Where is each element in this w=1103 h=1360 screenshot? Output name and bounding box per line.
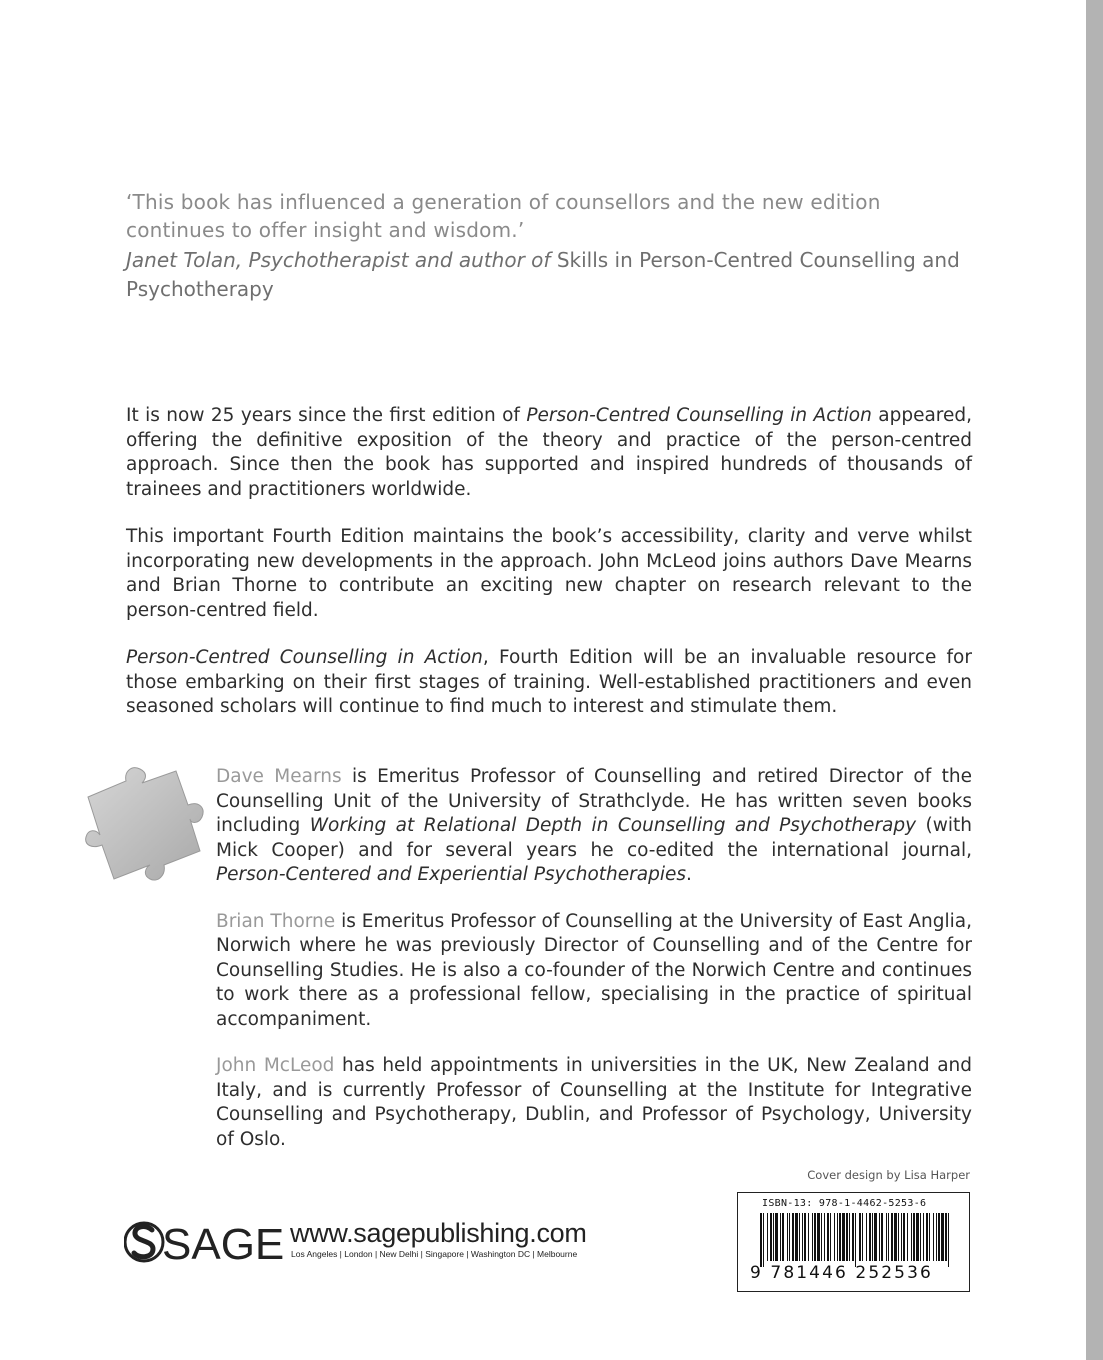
bio-john-mcleod: John McLeod has held appointments in universities in the UK, New Zealand and Italy, and is currently Professor of Counselling at the Institute for Integrative Counselling and Psychotherapy, Dublin, and Professor of Psychology, University of Oslo. — [216, 1055, 972, 1150]
barcode-bar — [767, 1213, 768, 1261]
barcode-bars — [760, 1213, 950, 1267]
barcode-bar — [773, 1213, 774, 1261]
barcode-bar — [901, 1213, 902, 1261]
barcode-bar — [842, 1213, 845, 1261]
barcode-bar — [824, 1213, 825, 1261]
barcode-bar — [907, 1213, 908, 1261]
barcode-bar — [812, 1213, 813, 1261]
barcode-bar — [846, 1213, 848, 1261]
barcode-bar — [855, 1213, 856, 1267]
barcode-bar — [874, 1213, 877, 1261]
author-name: Brian Thorne — [216, 910, 336, 932]
barcode-bar — [872, 1213, 873, 1261]
barcode-bar — [780, 1213, 781, 1261]
barcode-bar — [834, 1213, 835, 1261]
bio-dave-mearns: Dave Mearns is Emeritus Professor of Counselling and retired Director of the Counselling Unit of the University of Strathclyde. He has written seven books including Working at Relational Depth in Counselling and Psychotherapy (with Mick Cooper) and for several years he co-edited the international journal, Person-Centered and Experiential Psychotherapies. — [216, 766, 972, 885]
barcode-bar — [770, 1213, 772, 1261]
barcode-bar — [782, 1213, 784, 1261]
barcode-bar — [852, 1213, 854, 1261]
quote-text: ‘This book has influenced a generation of counsellors and the new edition continues to offer insight and wisdom.’ — [126, 190, 881, 242]
barcode-bar — [891, 1213, 893, 1261]
barcode-bar — [894, 1213, 897, 1261]
barcode-bar — [941, 1213, 944, 1261]
barcode-bar — [814, 1213, 816, 1261]
barcode-bar — [933, 1213, 934, 1261]
barcode-bar — [923, 1213, 924, 1261]
barcode-bar — [911, 1213, 912, 1261]
barcode-bar — [879, 1213, 880, 1261]
barcode-bar — [881, 1213, 883, 1261]
isbn-barcode — [737, 1192, 970, 1292]
barcode-bar — [916, 1213, 919, 1261]
description-paragraph-2: This important Fourth Edition maintains the book’s accessibility, clarity and verve whilst incorporating new developments in the approach. John McLeod joins authors Dave Mearns and Brian Thorne to contribute an exciting new chapter on research relevant to the person-centred field. — [126, 526, 972, 621]
barcode-bar — [763, 1213, 764, 1267]
publisher-url[interactable]: www.sagepublishing.com — [290, 1218, 587, 1248]
barcode-bar — [827, 1213, 829, 1261]
barcode-bar — [926, 1213, 928, 1261]
barcode-bar — [888, 1213, 889, 1261]
barcode-bar — [936, 1213, 937, 1261]
barcode-bar — [787, 1213, 788, 1261]
barcode-bar — [804, 1213, 806, 1261]
barcode-bar — [948, 1213, 949, 1267]
barcode-bar — [760, 1213, 762, 1267]
barcode-bar — [913, 1213, 915, 1261]
barcode-number: 9 781446 252536 — [750, 1263, 933, 1283]
puzzle-piece-icon — [66, 765, 206, 885]
barcode-bar — [862, 1213, 863, 1261]
barcode-bar — [795, 1213, 798, 1261]
quote-attribution — [126, 246, 976, 304]
isbn-label: ISBN-13: 978-1-4462-5253-6 — [762, 1198, 927, 1209]
cover-design-credit: Cover design by Lisa Harper — [807, 1168, 970, 1182]
barcode-bar — [945, 1213, 947, 1261]
barcode-bar — [839, 1213, 841, 1261]
barcode-bar — [792, 1213, 794, 1261]
barcode-bar — [898, 1213, 899, 1261]
barcode-bar — [830, 1213, 831, 1261]
barcode-bar — [837, 1213, 838, 1261]
barcode-bar — [808, 1213, 809, 1261]
book-title-italic: Person-Centred Counselling in Action — [126, 647, 483, 668]
barcode-bar — [849, 1213, 850, 1261]
barcode-bar — [817, 1213, 820, 1261]
quote-attribution-name: Janet Tolan, Psychotherapist and author of — [126, 248, 557, 272]
endorsement-quote — [126, 188, 976, 304]
description-paragraph-3: Person-Centred Counselling in Action, Fourth Edition will be an invaluable resource for those embarking on their first stages of training. Well-established practitioners and even seasoned scholars will continue to find much to interest and stimulate them. — [126, 647, 972, 717]
page-edge-strip — [1086, 0, 1103, 1360]
barcode-bar — [866, 1213, 867, 1261]
sage-logo-text: SAGE — [162, 1220, 285, 1269]
barcode-bar — [802, 1213, 803, 1261]
publisher-cities: Los Angeles | London | New Delhi | Singapore | Washington DC | Melbourne — [291, 1249, 578, 1259]
author-bios — [216, 765, 972, 1174]
barcode-bar — [799, 1213, 800, 1261]
barcode-bar — [903, 1213, 905, 1261]
barcode-bar — [886, 1213, 887, 1261]
sage-logo — [124, 1212, 289, 1272]
quote-attribution-book: Skills in Person-Centred Counselling and Psychotherapy — [126, 248, 960, 301]
book-title-italic: Person-Centred Counselling in Action — [526, 405, 872, 426]
book-description — [126, 404, 972, 720]
barcode-bar — [920, 1213, 921, 1261]
barcode-bar — [775, 1213, 778, 1261]
author-name: Dave Mearns — [216, 766, 342, 787]
bio-brian-thorne: Brian Thorne is Emeritus Professor of Counselling at the University of East Anglia, Norwich where he was previously Director of Counselling and of the Centre for Counselling Studies. He is also a co-founder of the Norwich Centre and continues to work there as a professional fellow, specialising in the practice of spiritual accompaniment. — [216, 910, 972, 1030]
barcode-bar — [859, 1213, 861, 1261]
barcode-bar — [821, 1213, 822, 1261]
barcode-bar — [869, 1213, 871, 1261]
barcode-bar — [938, 1213, 940, 1261]
barcode-bar — [929, 1213, 930, 1261]
description-paragraph-1: It is now 25 years since the first edition of Person-Centred Counselling in Action appeared, offering the definitive exposition of the theory and practice of the person-centred approach. Since then the book has supported and inspired hundreds of thousands of trainees and practitioners worldwide. — [126, 405, 972, 500]
author-name: John McLeod — [216, 1055, 335, 1076]
barcode-bar — [789, 1213, 790, 1261]
